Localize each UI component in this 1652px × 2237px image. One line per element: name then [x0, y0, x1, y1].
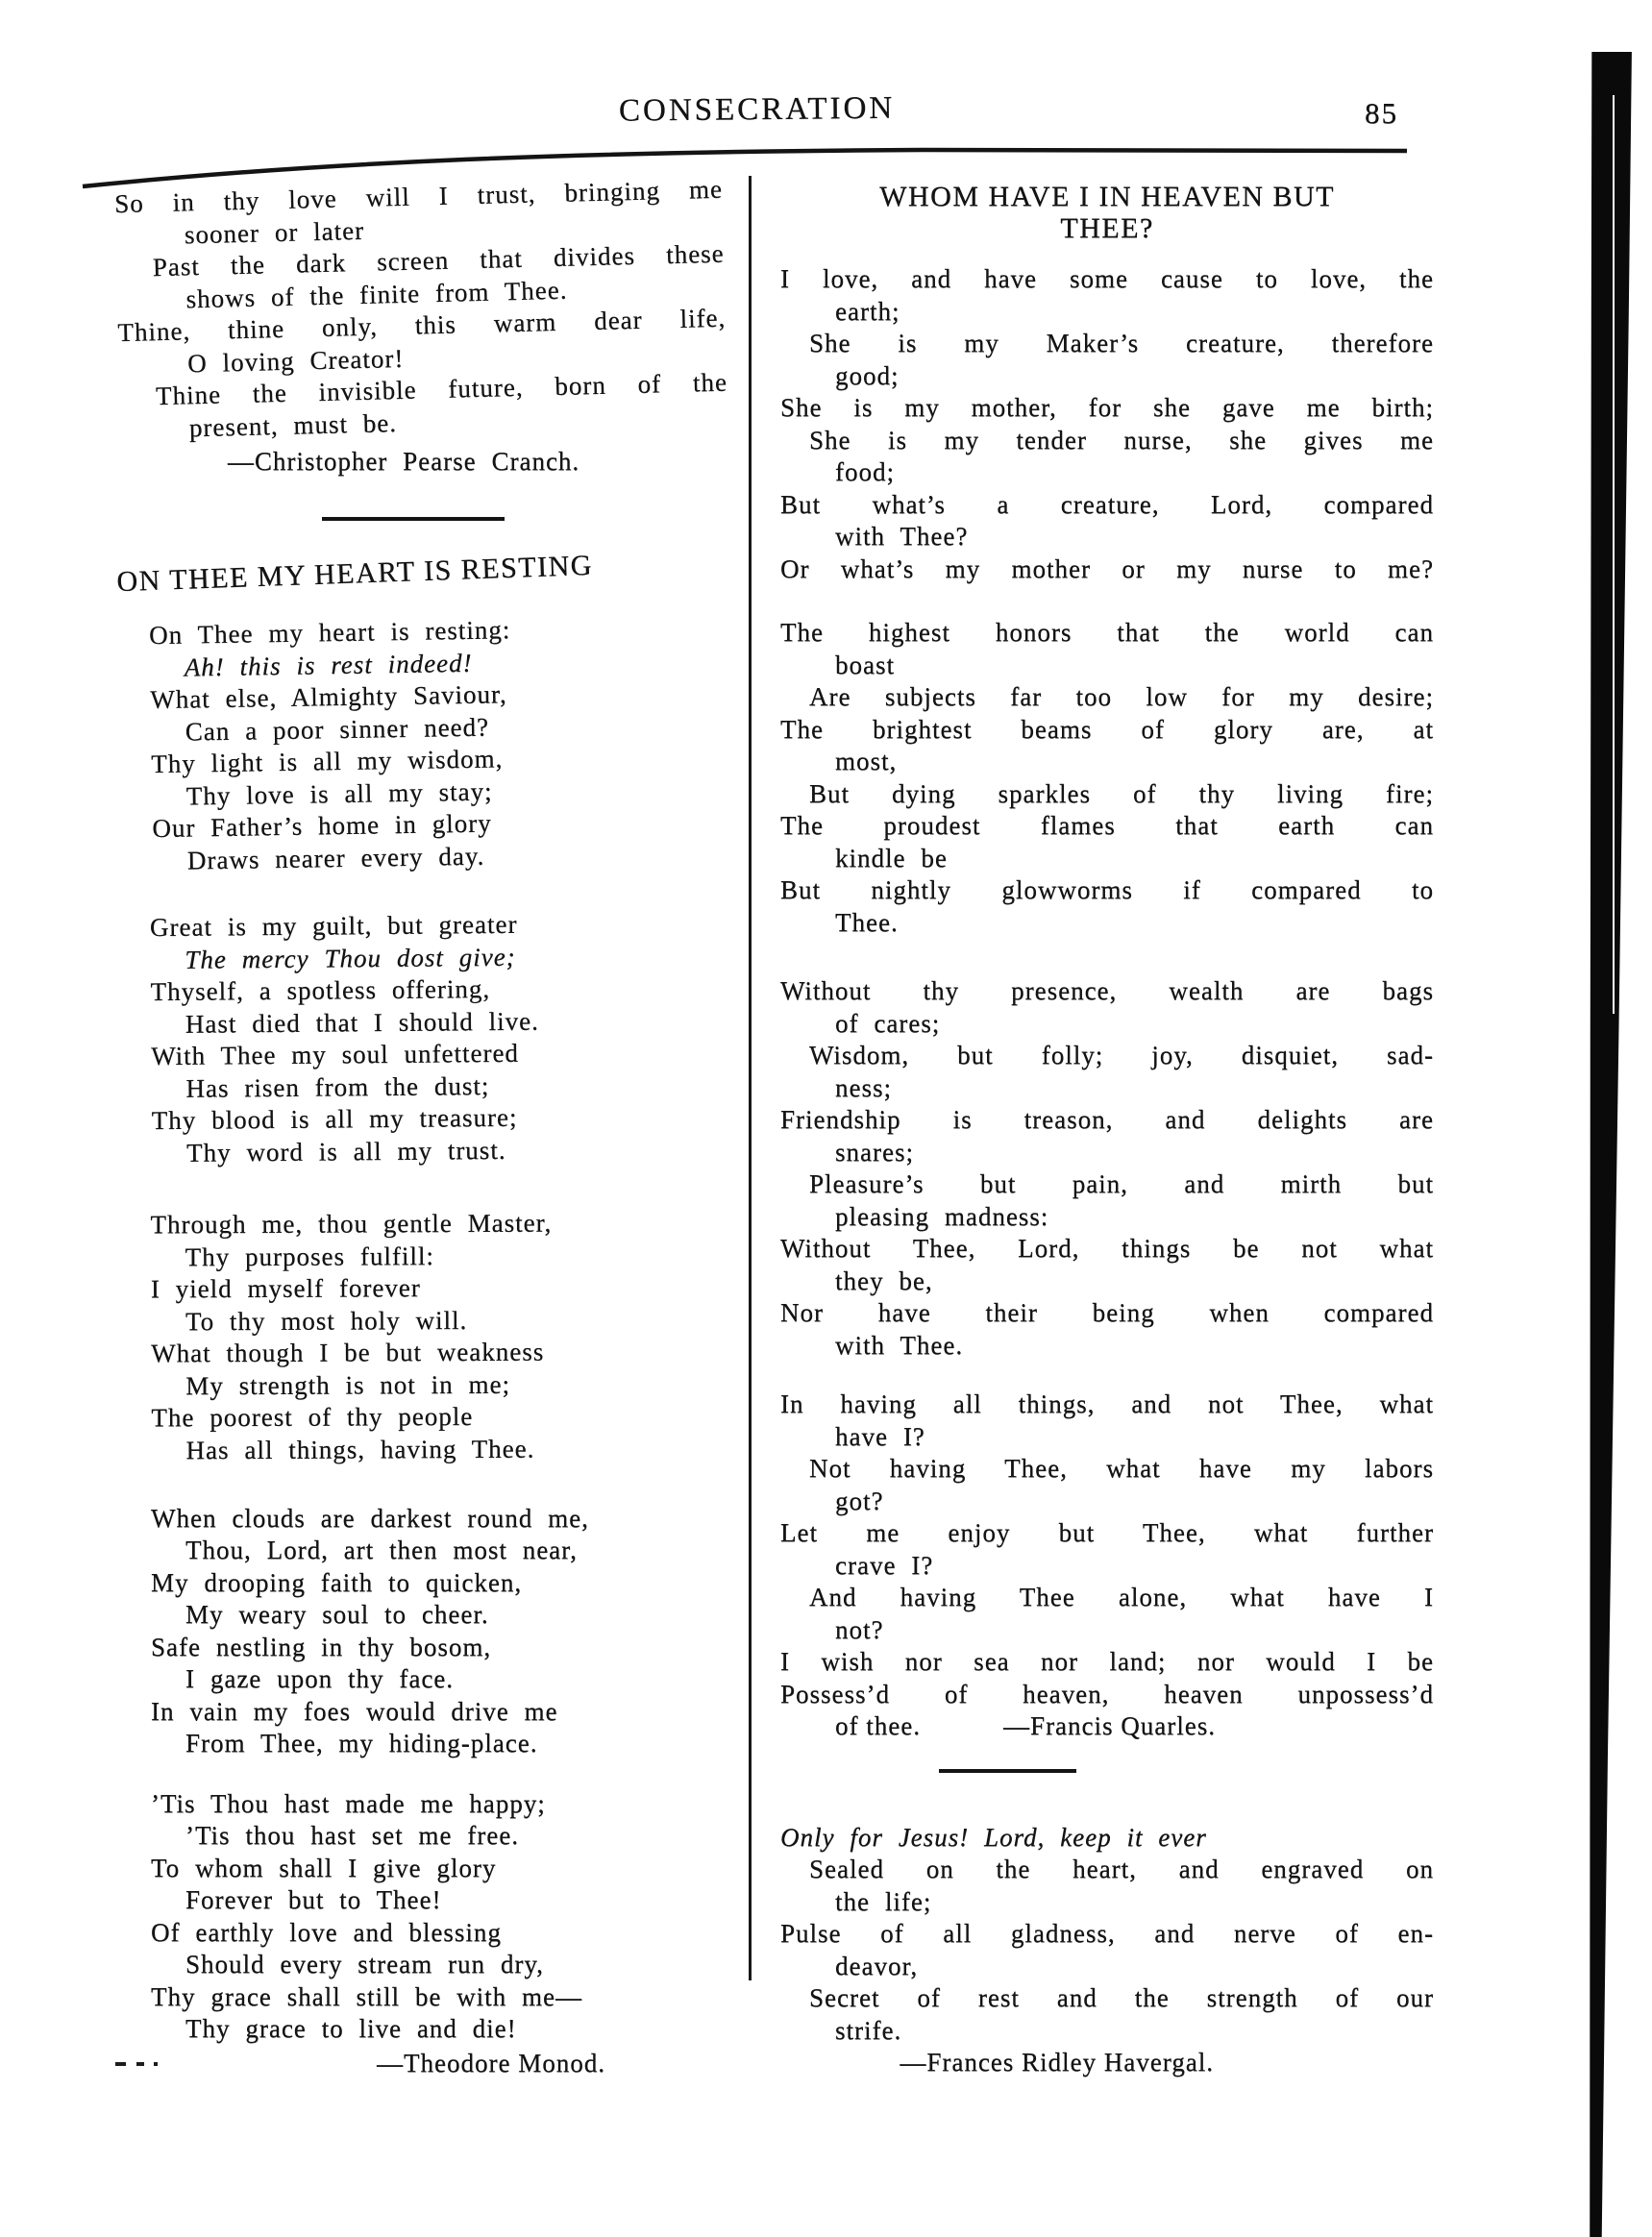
poem-line: Thy grace to live and die! [185, 2014, 517, 2043]
stanza [150, 906, 727, 1168]
poem-line: boast [835, 650, 895, 679]
stanza [780, 617, 1434, 939]
poem-title-resting: ON THEE MY HEART IS RESTING [115, 549, 594, 598]
poem-line: In vain my foes would drive me [151, 1696, 558, 1726]
poem-line: What though I be but weakness [151, 1337, 545, 1367]
poem-line: I gaze upon thy face. [185, 1664, 455, 1693]
poem-line: My strength is not in me; [185, 1368, 511, 1400]
poem-line: Pulse of all gladness, and nerve of en- [780, 1919, 1434, 1948]
poem-line: deavor, [835, 1951, 919, 1980]
poem-line: Thou, Lord, art then most near, [185, 1536, 578, 1564]
poem-line: Thy love is all my stay; [185, 775, 493, 810]
poem-line: My weary soul to cheer. [185, 1600, 489, 1629]
poem-line: The brightest beams of glory are, at [780, 714, 1434, 744]
poem-line: The highest honors that the world can [780, 618, 1434, 647]
poem-line: Thee. [835, 907, 899, 937]
stanza [151, 1503, 726, 1760]
poem-heaven-body [780, 263, 1434, 1710]
poem-line: Thy word is all my trust. [185, 1134, 506, 1167]
section-separator-rule [322, 517, 505, 521]
poem-line: earth; [835, 296, 900, 326]
poem-line: O loving Creator! [186, 343, 405, 378]
poem-line: the life; [835, 1886, 932, 1916]
poem-line: Without thy presence, wealth are bags [780, 976, 1434, 1005]
poem-line: Friendship is treason, and delights are [780, 1105, 1434, 1134]
poem-attribution-havergal: —Frances Ridley Havergal. [900, 2048, 1214, 2077]
poem-line: Should every stream run dry, [185, 1950, 544, 1979]
poem-line: Thy purposes fulfill: [185, 1241, 434, 1271]
poem-havergal-body [780, 1822, 1434, 2048]
section-separator-rule [939, 1769, 1076, 1773]
stanza [151, 1788, 726, 2046]
poem-line: with Thee? [835, 522, 969, 551]
poem-line: present, must be. [188, 407, 398, 442]
poem-line: The proudest flames that earth can [780, 811, 1434, 840]
poem-line: Through me, thou gentle Master, [150, 1207, 553, 1239]
poem-line: To whom shall I give glory [151, 1853, 497, 1882]
poem-line: good; [835, 360, 900, 390]
poem-cranch [114, 174, 728, 446]
binding-shadow [1584, 52, 1634, 2237]
poem-line: Past the dark screen that divides these [152, 238, 725, 283]
poem-line: ’Tis thou hast set me free. [185, 1821, 519, 1850]
poem-line: To thy most holy will. [185, 1304, 468, 1336]
poem-line: Thy light is all my wisdom, [151, 743, 504, 778]
poem-line: She is my mother, for she gave me birth; [780, 393, 1434, 422]
stanza [150, 1206, 726, 1466]
poem-line: kindle be [835, 843, 948, 873]
poem-line: Great is my guilt, but greater [149, 909, 518, 942]
poem-line: sooner or later [184, 215, 365, 249]
poem-line: In having all things, and not Thee, what [780, 1389, 1434, 1418]
poem-line: got? [835, 1486, 884, 1515]
poem-line: Wisdom, but folly; joy, disquiet, sad- [809, 1041, 1434, 1069]
poem-line: Forever but to Thee! [185, 1885, 442, 1914]
poem-line: I wish nor sea nor land; nor would I be [780, 1647, 1434, 1676]
poem-line: With Thee my soul unfettered [151, 1038, 519, 1070]
poem-attribution-monod: —Theodore Monod. [377, 2048, 605, 2077]
poem-line: Thy blood is all my treasure; [151, 1102, 518, 1135]
poem-line: Can a poor sinner need? [185, 711, 490, 746]
poem-line: have I? [835, 1421, 925, 1451]
poem-line: Hast died that I should live. [185, 1005, 539, 1038]
right-column [780, 181, 1434, 2079]
running-head: CONSECRATION [618, 90, 896, 129]
poem-line: Sealed on the heart, and engraved on [809, 1855, 1434, 1883]
poem-line: pleasing madness: [835, 1201, 1049, 1231]
page-number: 85 [1365, 96, 1398, 130]
poem-line: When clouds are darkest round me, [151, 1503, 589, 1533]
poem-line: And having Thee alone, what have I [809, 1583, 1434, 1611]
poem-line: Thine, thine only, this warm dear life, [117, 303, 727, 347]
poem-line: they be, [835, 1266, 933, 1295]
poem-line: Not having Thee, what have my labors [809, 1454, 1434, 1483]
poem-line-with-attribution [780, 1710, 1434, 1743]
poem-line: But what’s a creature, Lord, compared [780, 489, 1434, 519]
poem-line: Our Father’s home in glory [152, 807, 492, 843]
poem-line: Are subjects far too low for my desire; [809, 682, 1434, 711]
poem-line: not? [835, 1614, 884, 1644]
poem-line: crave I? [835, 1550, 934, 1580]
poem-line: Without Thee, Lord, things be not what [780, 1234, 1434, 1263]
stanza [149, 610, 727, 876]
poem-line: with Thee. [835, 1330, 964, 1360]
poem-line: The mercy Thou dost give; [185, 941, 516, 973]
poem-line: My drooping faith to quicken, [151, 1567, 523, 1597]
poem-line: Possess’d of heaven, heaven unpossess’d [780, 1679, 1434, 1708]
poem-title-line: WHOM HAVE I IN HEAVEN BUT [879, 181, 1335, 212]
poem-line: Nor have their being when compared [780, 1298, 1434, 1327]
stanza [780, 263, 1434, 585]
poem-line: strife. [835, 2015, 902, 2045]
poem-line: food; [835, 457, 895, 486]
poem-line: Secret of rest and the strength of our [809, 1983, 1434, 2012]
poem-line: Or what’s my mother or my nurse to me? [780, 553, 1434, 583]
stanza [780, 975, 1434, 1362]
poem-line: Thine the invisible future, born of the [155, 367, 728, 411]
scan-artifact [115, 2062, 160, 2066]
poem-line: On Thee my heart is resting: [148, 614, 511, 650]
poem-line: most, [835, 747, 898, 775]
poem-line: I yield myself forever [150, 1272, 421, 1303]
poem-title-line: THEE? [1060, 212, 1154, 244]
poem-line: I love, and have some cause to love, the [780, 264, 1434, 293]
poem-line: Only for Jesus! Lord, keep it ever [780, 1822, 1207, 1852]
poem-line: Safe nestling in thy bosom, [151, 1632, 492, 1661]
poem-line: What else, Almighty Saviour, [149, 678, 507, 714]
poem-line: of cares; [835, 1008, 941, 1038]
poem-line: Thy grace shall still be with me— [151, 1981, 583, 2011]
poem-line: shows of the finite from Thee. [185, 275, 568, 313]
poem-line: The poorest of thy people [151, 1401, 474, 1432]
poem-line: Of earthly love and blessing [151, 1917, 502, 1947]
poem-line: She is my tender nurse, she gives me [809, 425, 1434, 455]
poem-line: She is my Maker’s creature, therefore [809, 329, 1434, 357]
poem-line: Thyself, a spotless offering, [150, 973, 491, 1006]
poem-line: of thee. [835, 1711, 921, 1740]
poem-line: ness; [835, 1072, 892, 1102]
poem-line: Let me enjoy but Thee, what further [780, 1518, 1434, 1547]
poem-line: ’Tis Thou hast made me happy; [151, 1788, 546, 1818]
poem-line: So in thy love will I trust, bringing me [113, 174, 724, 219]
poem-line: But nightly glowworms if compared to [780, 875, 1434, 904]
poem-attribution-cranch: —Christopher Pearse Cranch. [227, 447, 580, 476]
poem-line: Ah! this is rest indeed! [184, 647, 473, 681]
poem-line: Pleasure’s but pain, and mirth but [809, 1169, 1434, 1198]
stanza [780, 1389, 1434, 1710]
poem-line: Draws nearer every day. [186, 840, 485, 874]
poem-line: snares; [835, 1137, 914, 1167]
poem-line: Has all things, having Thee. [185, 1433, 535, 1464]
left-column [82, 174, 728, 2079]
poem-line: From Thee, my hiding-place. [185, 1729, 538, 1758]
poem-line: But dying sparkles of thy living fire; [809, 778, 1434, 808]
poem-title-heaven [780, 181, 1434, 244]
poem-attribution-quarles: —Francis Quarles. [1003, 1711, 1216, 1740]
column-divider-rule [749, 176, 752, 1980]
poem-resting-body [82, 614, 726, 2046]
poem-line: Has risen from the dust; [185, 1069, 490, 1102]
